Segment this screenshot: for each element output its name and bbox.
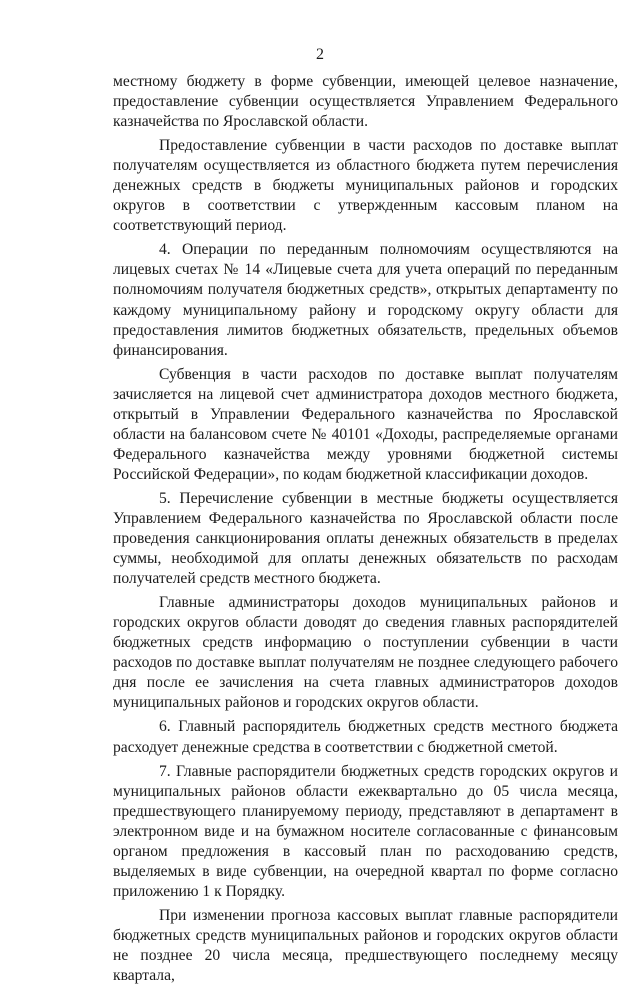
page-number: 2: [316, 46, 324, 63]
paragraph: местному бюджету в форме субвенции, имеющей целевое назначение, предоставление субвенции осуществляется Управлением Федерального казначейства по Ярославской области.: [113, 73, 618, 131]
paragraph: Предоставление субвенции в части расходов по доставке выплат получателям осуществляется из областного бюджета путем перечисления денежных средств в бюджеты муниципальных районов и городских округов в соответствии с утвержденным кассовым планом на соответствующий период.: [113, 137, 618, 235]
paragraph: При изменении прогноза кассовых выплат главные распорядители бюджетных средств муниципальных районов и городских округов области не позднее 20 числа месяца, предшествующего последнему месяцу квартала,: [113, 906, 618, 985]
paragraph: 5. Перечисление субвенции в местные бюджеты осуществляется Управлением Федерального казначейства по Ярославской области после проведения санкционирования оплаты денежных обязательств в пределах суммы, необходимой для оплаты денежных обязательств по расходам получателей средств местного бюджета.: [113, 489, 618, 588]
paragraph: 6. Главный распорядитель бюджетных средств местного бюджета расходует денежные средства в соответствии с бюджетной сметой.: [113, 718, 618, 756]
document-body: [113, 72, 618, 990]
paragraph: Главные администраторы доходов муниципальных районов и городских округов области доводят до сведения главных распорядителей бюджетных средств информацию о поступлении субвенции в части расходов по доставке выплат получателям не позднее следующего рабочего дня после ее зачисления на счета главных администраторов доходов муниципальных районов и городских округов области.: [113, 594, 618, 712]
paragraph: Субвенция в части расходов по доставке выплат получателям зачисляется на лицевой счет администратора доходов местного бюджета, открытый в Управлении Федерального казначейства по Ярославской области на балансовом счете № 40101 «Доходы, распределяемые органами Федерального казначейства между уровнями бюджетной системы Российской Федерации», по кодам бюджетной классификации доходов.: [113, 365, 618, 483]
paragraph: 7. Главные распорядители бюджетных средств городских округов и муниципальных районов области ежеквартально до 05 числа месяца, предшествующего планируемому периоду, представляют в департамент в электронном виде и на бумажном носителе согласованные с финансовым органом предложения в кассовый план по расходованию средств, выделяемых в виде субвенции, на очередной квартал по форме согласно приложению 1 к Порядку.: [113, 762, 618, 900]
paragraph: 4. Операции по переданным полномочиям осуществляются на лицевых счетах № 14 «Лицевые счета для учета операций по переданным полномочиям получателя бюджетных средств», открытых департаменту по каждому муниципальному району и городскому округу области для предоставления лимитов бюджетных обязательств, предельных объемов финансирования.: [113, 241, 618, 359]
